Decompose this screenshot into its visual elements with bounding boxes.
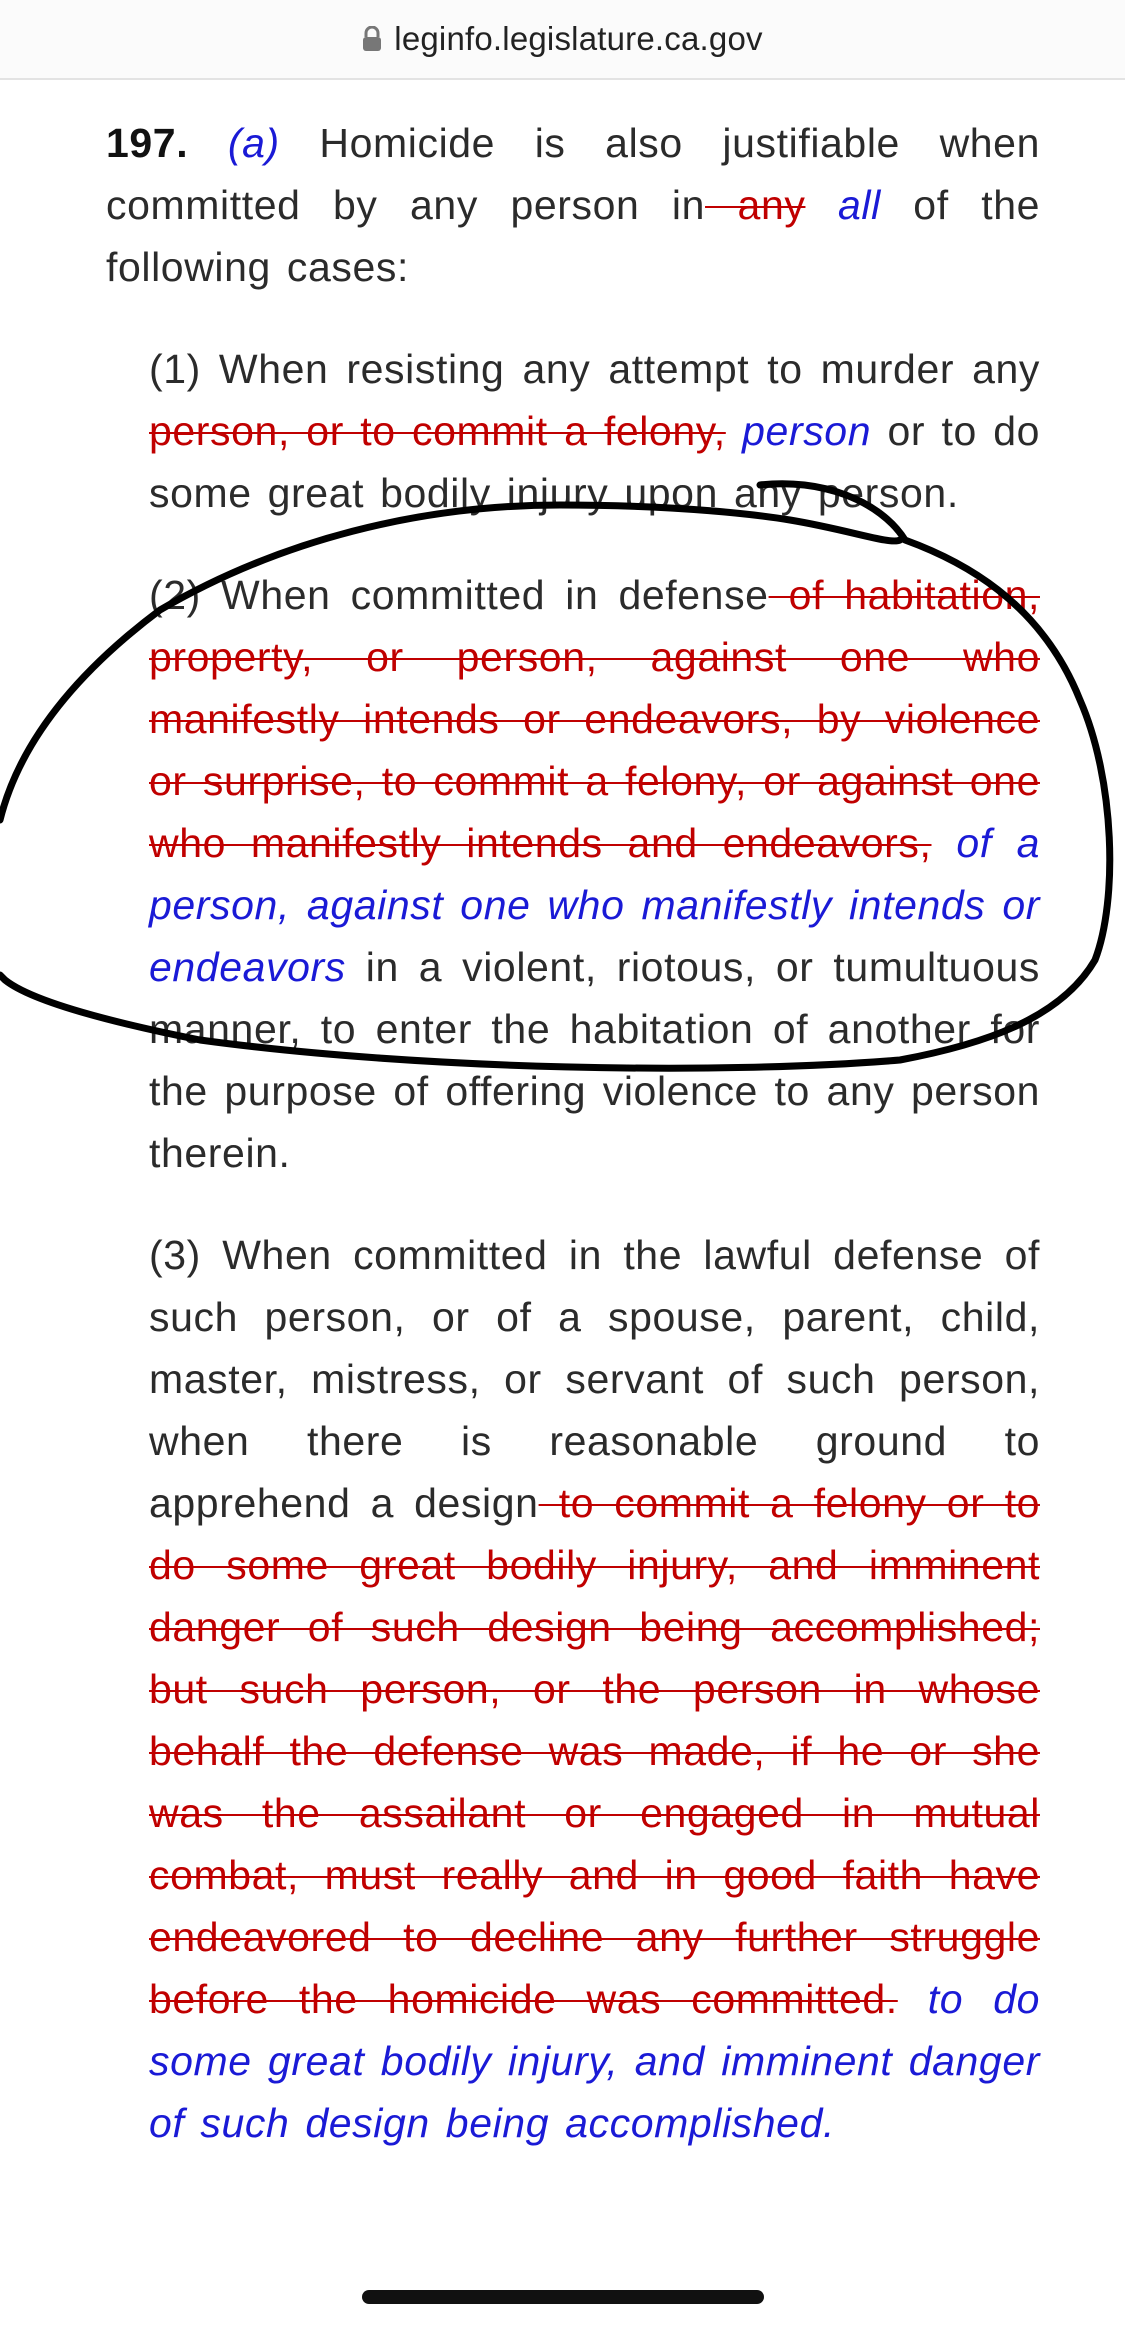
paragraph-text: When committed in the lawful defense of such person, or of a spouse, parent, child, master, mistress, or servant of such person, when there is reasonable ground to apprehend a design bbox=[149, 1232, 1040, 1526]
paragraph-1 bbox=[149, 338, 1040, 524]
paragraph-label: (2) bbox=[149, 572, 201, 618]
deleted-text: any bbox=[705, 182, 806, 228]
subdivision-label: (a) bbox=[227, 120, 280, 166]
intro-text-1: Homicide is also justifiable when committed by any person in bbox=[106, 120, 1040, 228]
paragraph-text: When committed in defense bbox=[200, 572, 769, 618]
address-bar[interactable] bbox=[0, 0, 1125, 80]
inserted-text: to do some great bodily injury, and imminent danger of such design being accomplished. bbox=[149, 1976, 1040, 2146]
section-number: 197. bbox=[106, 120, 189, 166]
paragraph-label: (1) bbox=[149, 346, 201, 392]
inserted-text: of a person, against one who manifestly intends or endeavors bbox=[149, 820, 1040, 990]
lock-icon bbox=[362, 26, 382, 52]
section-intro bbox=[106, 112, 1040, 298]
inserted-text: person bbox=[725, 408, 872, 454]
paragraph-3 bbox=[149, 1224, 1040, 2154]
statute-text bbox=[106, 112, 1040, 2194]
deleted-text: person, or to commit a felony, bbox=[149, 408, 726, 454]
paragraph-label: (3) bbox=[149, 1232, 201, 1278]
paragraph-text: in a violent, riotous, or tumultuous manner, to enter the habitation of another for the purpose of offering violence to any person therein. bbox=[149, 944, 1040, 1176]
intro-text-2: of the following cases: bbox=[106, 182, 1041, 290]
paragraph-text: When resisting any attempt to murder any bbox=[200, 346, 1040, 392]
page-url[interactable]: leginfo.legislature.ca.gov bbox=[394, 20, 763, 57]
home-indicator[interactable] bbox=[362, 2290, 764, 2304]
deleted-text: of habitation, property, or person, against one who manifestly intends or endeavors, by violence or surprise, to commit a felony, or against one who manifestly intends and endeavors, bbox=[149, 572, 1040, 866]
inserted-text: all bbox=[805, 182, 881, 228]
paragraph-text: or to do some great bodily injury upon any person. bbox=[149, 408, 1040, 516]
deleted-text: to commit a felony or to do some great bodily injury, and imminent danger of such design being accomplished; but such person, or the person in whose behalf the defense was made, if he or she was the assailant or engaged in mutual combat, must really and in good faith have endeavored to decline any further struggle before the homicide was committed. bbox=[149, 1480, 1040, 2022]
paragraph-2 bbox=[149, 564, 1040, 1184]
